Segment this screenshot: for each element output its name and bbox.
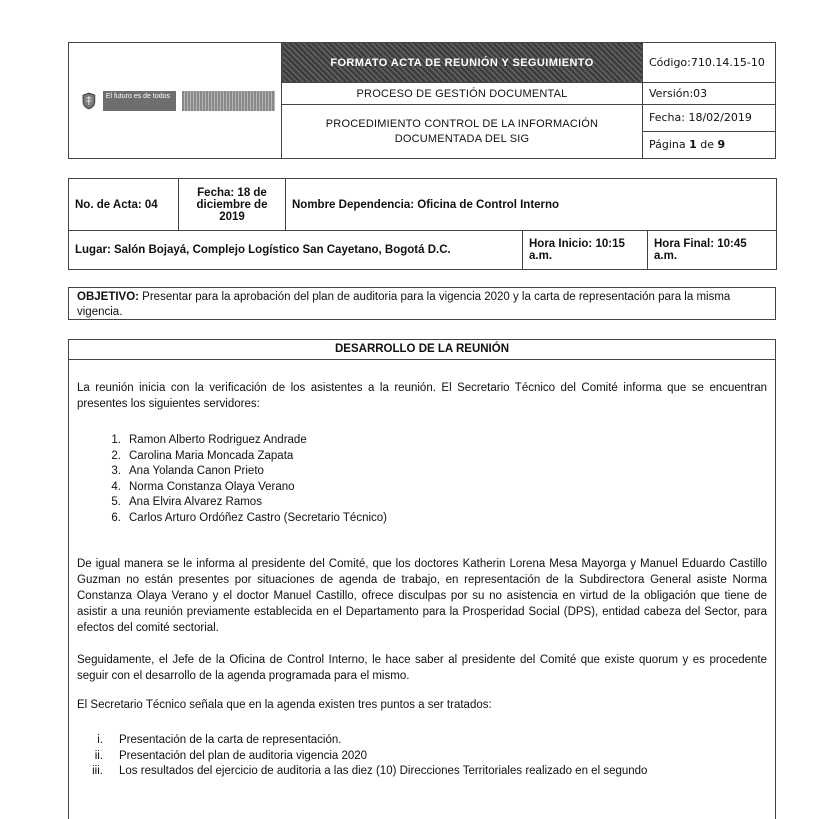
list-item: 6. Carlos Arturo Ordóñez Castro (Secretario Técnico)	[111, 511, 387, 524]
list-item: 1. Ramon Alberto Rodriguez Andrade	[111, 434, 307, 446]
meeting-date: Fecha: 18 de diciembre de 2019	[179, 179, 286, 231]
procedure-name	[282, 105, 643, 159]
absence-paragraph: De igual manera se le informa al presidente del Comité, que los doctores Katherin Lorena Mesa Mayorga y Manuel Eduardo Castillo Guzman no están presentes por situaciones de agenda de trabajo, en representación de la Subdirectora General asiste Norma Constanza Olaya Verano y el doctor Manuel Castillo, ofrece disculpas por su no asistencia en virtud de la obligación que tiene de asistir a una reunión previamente establecida en el Departamento para la Prosperidad Social (DPS), entidad cabeza del Sector, para efectos del comité sectorial.	[77, 558, 767, 634]
list-item: iii. Los resultados del ejercicio de auditoria a las diez (10) Direcciones Territoriales realizado en el segundo	[92, 765, 648, 777]
meeting-place: Lugar: Salón Bojayá, Complejo Logístico San Cayetano, Bogotá D.C.	[69, 231, 523, 270]
dependency-name: Nombre Dependencia: Oficina de Control Interno	[286, 179, 777, 231]
list-item: i. Presentación de la carta de representación.	[97, 734, 342, 746]
logo-cell	[69, 43, 282, 159]
institution-logo	[75, 91, 275, 111]
page-prefix: Página	[649, 138, 690, 151]
list-item: 3. Ana Yolanda Canon Prieto	[111, 465, 264, 477]
acta-number: No. de Acta: 04	[69, 179, 179, 231]
attendees-list	[99, 433, 387, 526]
document-code: Código:710.14.15-10	[643, 43, 776, 83]
agenda-list	[77, 733, 759, 780]
page-of: de	[696, 138, 718, 151]
logo-graphic	[182, 91, 275, 111]
list-item: 4. Norma Constanza Olaya Verano	[111, 480, 295, 493]
end-time: Hora Final: 10:45 a.m.	[648, 231, 777, 270]
format-title: FORMATO ACTA DE REUNIÓN Y SEGUIMIENTO	[282, 43, 643, 83]
page-number: 1	[689, 138, 697, 151]
document-date: Fecha: 18/02/2019	[643, 105, 775, 132]
section-title: DESARROLLO DE LA REUNIÓN	[69, 340, 775, 360]
document-version: Versión:03	[643, 83, 776, 105]
list-item: ii. Presentación del plan de auditoria vigencia 2020	[94, 749, 368, 762]
start-time: Hora Inicio: 10:15 a.m.	[523, 231, 648, 270]
meeting-info-table	[68, 178, 777, 270]
coat-of-arms-icon	[81, 92, 97, 110]
page-total: 9	[717, 138, 726, 151]
list-item: 5. Ana Elvira Alvarez Ramos	[111, 496, 262, 508]
agenda-intro-paragraph: El Secretario Técnico señala que en la agenda existen tres puntos a ser tratados:	[77, 699, 492, 711]
intro-paragraph: La reunión inicia con la verificación de los asistentes a la reunión. El Secretario Técnico del Comité informa que se encuentran presentes los siguientes servidores:	[77, 382, 767, 410]
objective-label: OBJETIVO:	[77, 291, 139, 303]
quorum-paragraph: Seguidamente, el Jefe de la Oficina de Control Interno, le hace saber al presidente del Comité que existe quorum y es procedente seguir con el desarrollo de la agenda programada para el mismo.	[77, 654, 767, 682]
process-name: PROCESO DE GESTIÓN DOCUMENTAL	[282, 83, 643, 105]
meeting-development-section	[68, 339, 776, 819]
list-item: 2. Carolina Maria Moncada Zapata	[111, 449, 294, 462]
objective-box	[68, 287, 776, 320]
procedure-text: PROCEDIMIENTO CONTROL DE LA INFORMACIÓN DOCUMENTADA DEL SIG	[325, 117, 599, 145]
objective-text: Presentar para la aprobación del plan de auditoria para la vigencia 2020 y la carta de representación para la misma vigencia.	[77, 291, 731, 318]
format-header	[68, 42, 776, 159]
date-page-cell	[643, 105, 776, 159]
logo-tagline: El futuro es de todos	[103, 91, 176, 111]
page-indicator	[643, 132, 775, 158]
